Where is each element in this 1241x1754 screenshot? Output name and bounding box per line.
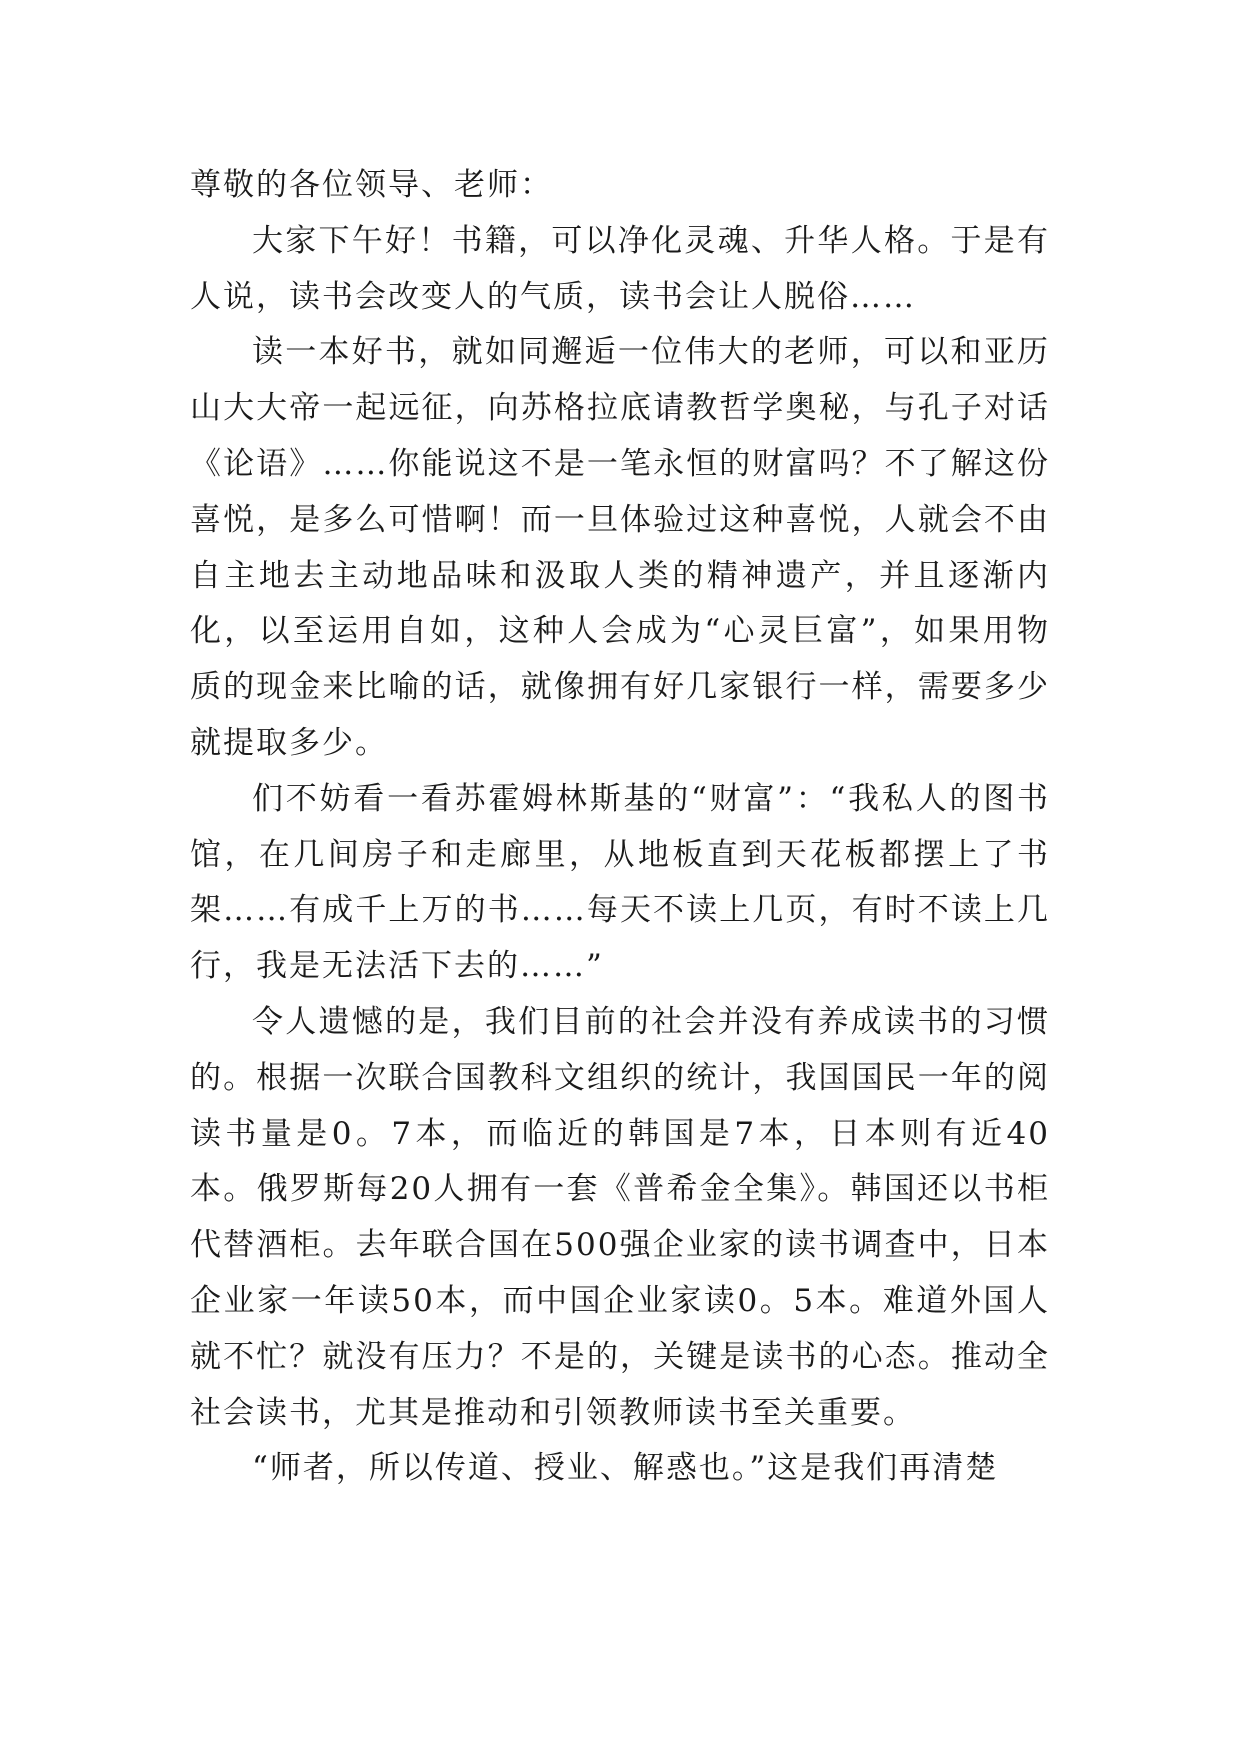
paragraph-good-book: 读一本好书，就如同邂逅一位伟大的老师，可以和亚历山大大帝一起远征，向苏格拉底请教哲学奥秘，与孔子对话《论语》……你能说这不是一笔永恒的财富吗？不了解这份喜悦，是多么可惜啊！而一旦体验过这种喜悦，人就会不由自主地去主动地品味和汲取人类的精神遗产，并且逐渐内化，以至运用自如，这种人会成为“心灵巨富”，如果用物质的现金来比喻的话，就像拥有好几家银行一样，需要多少就提取多少。	[190, 334, 1050, 761]
paragraph-greeting: 大家下午好！书籍，可以净化灵魂、升华人格。于是有人说，读书会改变人的气质，读书会让人脱俗……	[190, 222, 1050, 315]
paragraph-teacher-quote: “师者，所以传道、授业、解惑也。”这是我们再清楚	[252, 1450, 999, 1487]
paragraph-sukhomlinsky: 们不妨看一看苏霍姆林斯基的“财富”：“我私人的图书馆，在几间房子和走廊里，从地板直到天花板都摆上了书架……有成千上万的书……每天不读上几页，有时不读上几行，我是无法活下去的……”	[190, 780, 1050, 985]
salutation: 尊敬的各位领导、老师：	[190, 167, 553, 203]
document-body	[190, 158, 1050, 1497]
paragraph-statistics: 令人遗憾的是，我们目前的社会并没有养成读书的习惯的。根据一次联合国教科文组织的统计，我国国民一年的阅读书量是0。7本，而临近的韩国是7本，日本则有近40本。俄罗斯每20人拥有一套《普希金全集》。韩国还以书柜代替酒柜。去年联合国在500强企业家的读书调查中，日本企业家一年读50本，而中国企业家读0。5本。难道外国人就不忙？就没有压力？不是的，关键是读书的心态。推动全社会读书，尤其是推动和引领教师读书至关重要。	[190, 1003, 1050, 1431]
